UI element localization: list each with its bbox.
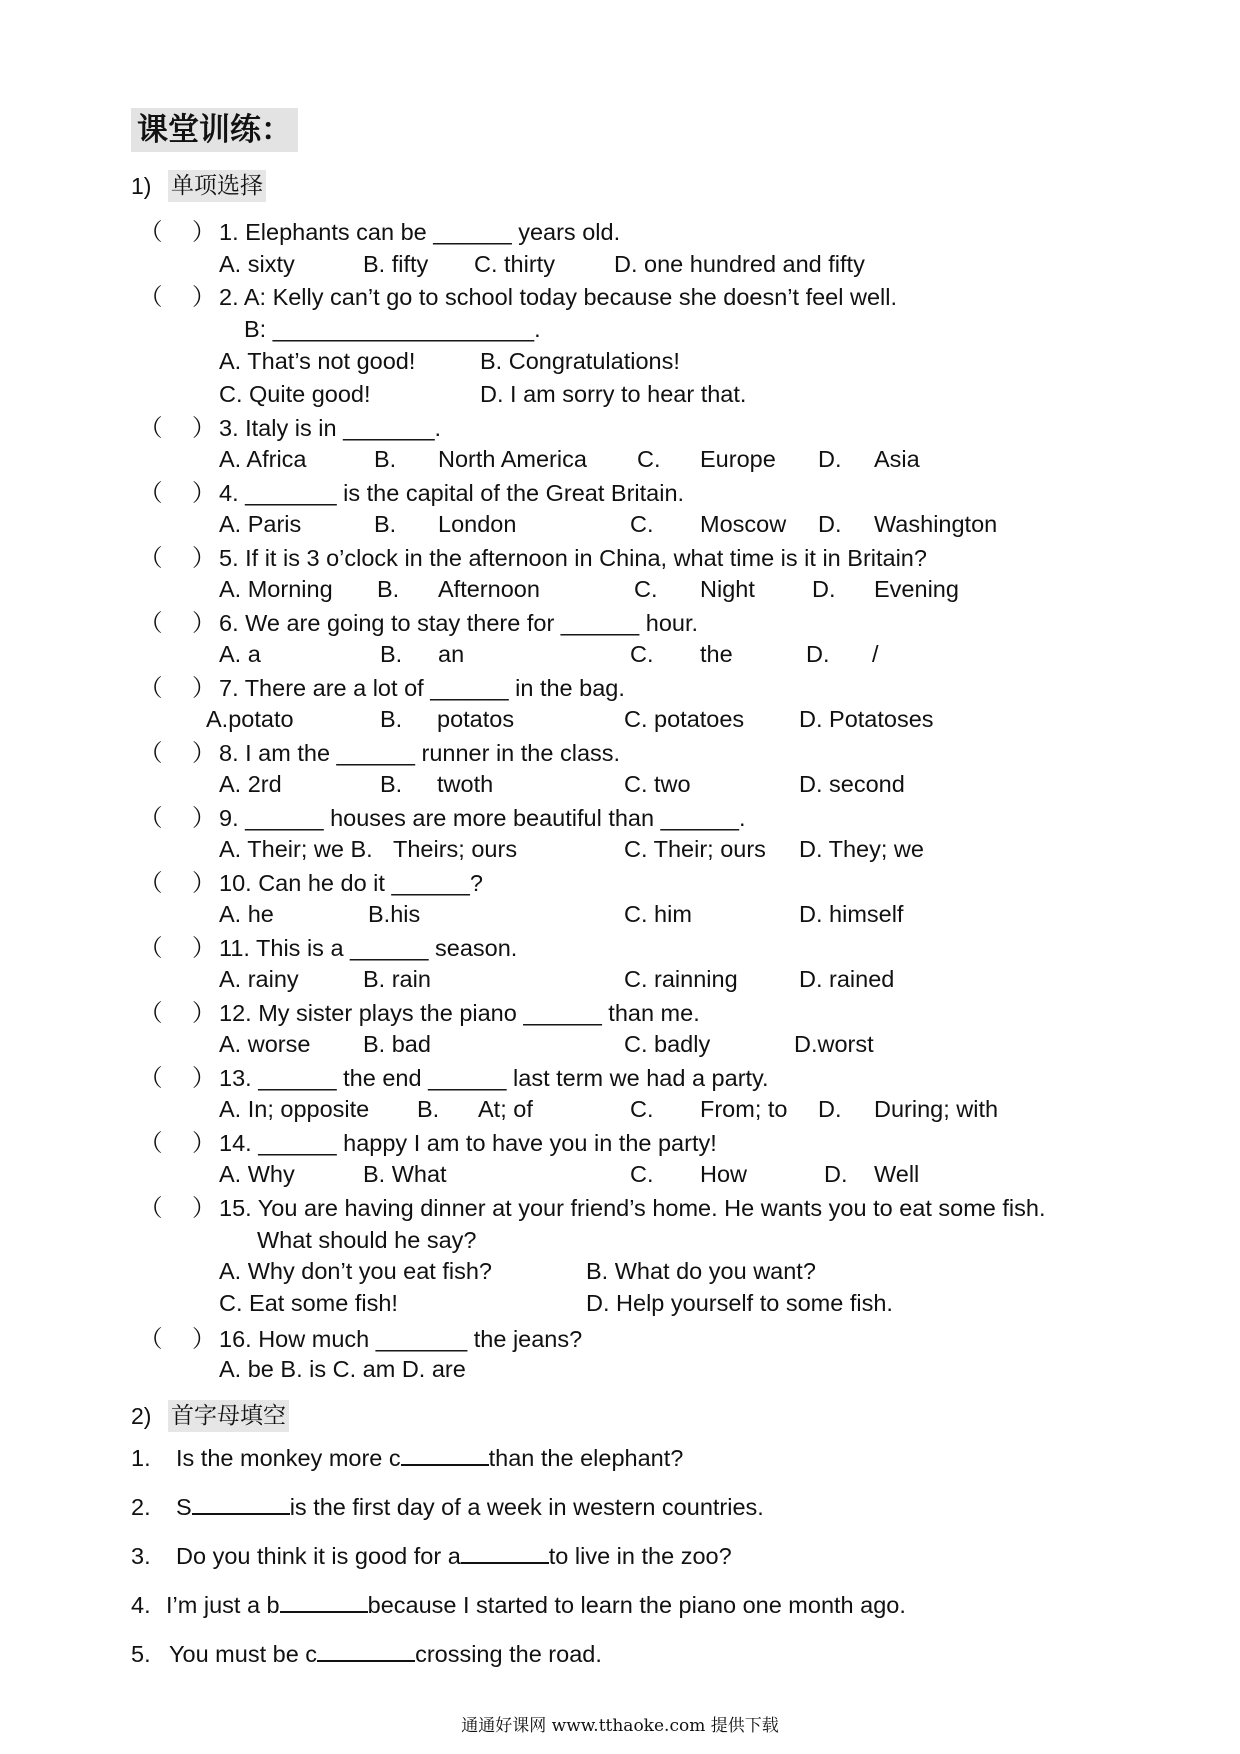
- fill-prefix: I’m just a b: [166, 1592, 280, 1618]
- option-text: C. rainning: [624, 966, 738, 992]
- question-4: [0, 478, 1240, 508]
- option-text: C. Quite good!: [219, 381, 371, 407]
- option-text: D. second: [799, 771, 905, 797]
- fill-suffix: crossing the road.: [415, 1641, 602, 1667]
- answer-paren-right: ）: [192, 480, 216, 506]
- question-5: [0, 543, 1240, 573]
- option-text: A.potato: [206, 706, 294, 732]
- option-text: A. Morning: [219, 576, 333, 602]
- answer-paren-left[interactable]: （: [139, 1195, 163, 1221]
- fill-prefix: Is the monkey more c: [176, 1445, 401, 1471]
- answer-paren-right: ）: [192, 1326, 216, 1352]
- answer-paren-right: ）: [192, 740, 216, 766]
- section-1-number: 1): [131, 173, 152, 199]
- answer-paren-left[interactable]: （: [139, 675, 163, 701]
- question-13: [0, 1063, 1240, 1093]
- option-text: D. rained: [799, 966, 895, 992]
- question-text: 5. If it is 3 o’clock in the afternoon in China, what time is it in Britain?: [219, 545, 927, 571]
- answer-paren-left[interactable]: （: [139, 284, 163, 310]
- fill-blank[interactable]: [280, 1587, 368, 1613]
- option-text: D.: [818, 511, 842, 537]
- fill-suffix: than the elephant?: [488, 1445, 684, 1471]
- section-1-label: 单项选择: [168, 170, 266, 202]
- option-text: C. two: [624, 771, 691, 797]
- question-text: 7. There are a lot of ______ in the bag.: [219, 675, 625, 701]
- question-15: [0, 1193, 1240, 1223]
- option-text: an: [438, 641, 465, 667]
- answer-paren-right: ）: [192, 870, 216, 896]
- fill-blank[interactable]: [401, 1440, 489, 1466]
- answer-paren-left[interactable]: （: [139, 1065, 163, 1091]
- fill-number: 4.: [131, 1592, 151, 1618]
- question-1: [0, 217, 1240, 247]
- answer-paren-left[interactable]: （: [139, 805, 163, 831]
- option-text: B.: [380, 641, 403, 667]
- fill-prefix: Do you think it is good for a: [176, 1543, 461, 1569]
- question-16: [0, 1324, 1240, 1354]
- question-3: [0, 413, 1240, 443]
- option-text: /: [872, 641, 879, 667]
- answer-paren-left[interactable]: （: [139, 219, 163, 245]
- answer-paren-left[interactable]: （: [139, 545, 163, 571]
- option-text: London: [438, 511, 517, 537]
- option-text: Night: [700, 576, 755, 602]
- question-text: 1. Elephants can be ______ years old.: [219, 219, 621, 245]
- option-text: Well: [874, 1161, 920, 1187]
- option-text: B.his: [368, 901, 421, 927]
- option-text: B.: [380, 771, 403, 797]
- option-text: C. thirty: [474, 251, 555, 277]
- fill-blank[interactable]: [192, 1489, 290, 1515]
- fill-item-4: [131, 1587, 906, 1620]
- answer-paren-right: ）: [192, 935, 216, 961]
- fill-number: 3.: [131, 1543, 151, 1569]
- question-text: 4. _______ is the capital of the Great Britain.: [219, 480, 685, 506]
- answer-paren-right: ）: [192, 1000, 216, 1026]
- question-11: [0, 933, 1240, 963]
- option-text: D.: [824, 1161, 848, 1187]
- answer-paren-right: ）: [192, 284, 216, 310]
- option-text: potatos: [437, 706, 515, 732]
- option-text: Theirs; ours: [393, 836, 518, 862]
- question-text: 9. ______ houses are more beautiful than ______.: [219, 805, 746, 831]
- question-9: [0, 803, 1240, 833]
- question-8: [0, 738, 1240, 768]
- section-2-number: 2): [131, 1403, 152, 1429]
- option-text: A. 2rd: [219, 771, 282, 797]
- option-text: C. him: [624, 901, 692, 927]
- fill-item-3: [131, 1538, 732, 1571]
- question-text: 15. You are having dinner at your friend’s home. He wants you to eat some fish.: [219, 1195, 1046, 1221]
- fill-blank[interactable]: [317, 1636, 415, 1662]
- fill-suffix: because I started to learn the piano one month ago.: [367, 1592, 906, 1618]
- option-text: B.: [380, 706, 403, 732]
- option-text: C.: [630, 641, 654, 667]
- answer-paren-left[interactable]: （: [139, 935, 163, 961]
- answer-paren-right: ）: [192, 805, 216, 831]
- fill-number: 5.: [131, 1641, 151, 1667]
- option-text: Moscow: [700, 511, 787, 537]
- option-text: C.: [637, 446, 661, 472]
- option-text: C.: [630, 1161, 654, 1187]
- option-text: A. Why don’t you eat fish?: [219, 1258, 493, 1284]
- option-text: B.: [417, 1096, 440, 1122]
- question-text: 10. Can he do it ______?: [219, 870, 483, 896]
- option-text: A. Their; we B.: [219, 836, 373, 862]
- fill-item-2: [131, 1489, 764, 1522]
- question-text: 11. This is a ______ season.: [219, 935, 518, 961]
- option-text: Afternoon: [438, 576, 540, 602]
- option-text: B.: [374, 446, 397, 472]
- option-text: From; to: [700, 1096, 788, 1122]
- answer-paren-right: ）: [192, 610, 216, 636]
- question-text: 6. We are going to stay there for ______ hour.: [219, 610, 699, 636]
- answer-paren-right: ）: [192, 1065, 216, 1091]
- question-subline: What should he say?: [257, 1227, 477, 1253]
- footer-credit: 通通好课网 www.tthaoke.com 提供下载: [461, 1716, 779, 1736]
- question-subline: B: ____________________.: [244, 316, 541, 342]
- answer-paren-left[interactable]: （: [139, 1000, 163, 1026]
- option-text: D.worst: [794, 1031, 874, 1057]
- option-text: C.: [630, 1096, 654, 1122]
- fill-blank[interactable]: [461, 1538, 549, 1564]
- question-6: [0, 608, 1240, 638]
- option-text: twoth: [437, 771, 494, 797]
- option-text: D. himself: [799, 901, 904, 927]
- option-text: A. That’s not good!: [219, 348, 416, 374]
- answer-paren-left[interactable]: （: [139, 415, 163, 441]
- option-text: C. badly: [624, 1031, 711, 1057]
- question-10: [0, 868, 1240, 898]
- question-text: 8. I am the ______ runner in the class.: [219, 740, 621, 766]
- answer-paren-right: ）: [192, 415, 216, 441]
- fill-prefix: S: [176, 1494, 192, 1520]
- option-text: B.: [377, 576, 400, 602]
- option-text: Evening: [874, 576, 959, 602]
- option-text: A. Paris: [219, 511, 302, 537]
- answer-paren-left[interactable]: （: [139, 870, 163, 896]
- option-text: D. Potatoses: [799, 706, 934, 732]
- option-text: C. Their; ours: [624, 836, 766, 862]
- question-2: [0, 282, 1240, 312]
- question-text: 16. How much _______ the jeans?: [219, 1326, 583, 1352]
- option-text: A. rainy: [219, 966, 299, 992]
- option-text: A. sixty: [219, 251, 295, 277]
- option-text: A. he: [219, 901, 274, 927]
- option-text: A. Africa: [219, 446, 307, 472]
- question-text: 14. ______ happy I am to have you in the party!: [219, 1130, 717, 1156]
- question-12: [0, 998, 1240, 1028]
- answer-paren-right: ）: [192, 1130, 216, 1156]
- option-text: Europe: [700, 446, 776, 472]
- question-7: [0, 673, 1240, 703]
- section-2-label: 首字母填空: [168, 1400, 289, 1432]
- option-text: C. Eat some fish!: [219, 1290, 398, 1316]
- option-text: B.: [374, 511, 397, 537]
- option-text: How: [700, 1161, 748, 1187]
- option-text: D.: [818, 446, 842, 472]
- answer-paren-right: ）: [192, 219, 216, 245]
- fill-suffix: is the first day of a week in western countries.: [289, 1494, 764, 1520]
- option-text: C.: [630, 511, 654, 537]
- option-text: B. Congratulations!: [480, 348, 680, 374]
- option-text: At; of: [478, 1096, 533, 1122]
- option-text: D. one hundred and fifty: [614, 251, 865, 277]
- answer-paren-left[interactable]: （: [139, 480, 163, 506]
- option-text: D. Help yourself to some fish.: [586, 1290, 893, 1316]
- question-14: [0, 1128, 1240, 1158]
- answer-paren-left[interactable]: （: [139, 1130, 163, 1156]
- option-text: B. What: [363, 1161, 447, 1187]
- option-text: B. bad: [363, 1031, 431, 1057]
- fill-item-1: [131, 1440, 683, 1473]
- option-text: D.: [818, 1096, 842, 1122]
- option-text: Asia: [874, 446, 920, 472]
- fill-prefix: You must be c: [169, 1641, 318, 1667]
- question-text: 2. A: Kelly can’t go to school today because she doesn’t feel well.: [219, 284, 898, 310]
- answer-paren-left[interactable]: （: [139, 1326, 163, 1352]
- option-text: A. worse: [219, 1031, 311, 1057]
- option-text: A. be B. is C. am D. are: [219, 1356, 466, 1382]
- option-text: the: [700, 641, 733, 667]
- option-text: D.: [806, 641, 830, 667]
- option-text: Washington: [874, 511, 998, 537]
- question-text: 3. Italy is in _______.: [219, 415, 442, 441]
- option-text: D. They; we: [799, 836, 924, 862]
- option-text: North America: [438, 446, 587, 472]
- option-text: C. potatoes: [624, 706, 745, 732]
- option-text: B. What do you want?: [586, 1258, 816, 1284]
- option-text: D.: [812, 576, 836, 602]
- answer-paren-left[interactable]: （: [139, 610, 163, 636]
- answer-paren-right: ）: [192, 675, 216, 701]
- option-text: A. a: [219, 641, 261, 667]
- answer-paren-right: ）: [192, 545, 216, 571]
- option-text: B. rain: [363, 966, 431, 992]
- fill-item-5: [131, 1636, 602, 1669]
- option-text: D. I am sorry to hear that.: [480, 381, 747, 407]
- page-title: 课堂训练：: [131, 108, 298, 152]
- option-text: A. In; opposite: [219, 1096, 370, 1122]
- option-text: B. fifty: [363, 251, 429, 277]
- fill-suffix: to live in the zoo?: [548, 1543, 732, 1569]
- option-text: C.: [634, 576, 658, 602]
- answer-paren-left[interactable]: （: [139, 740, 163, 766]
- fill-number: 2.: [131, 1494, 151, 1520]
- answer-paren-right: ）: [192, 1195, 216, 1221]
- fill-number: 1.: [131, 1445, 151, 1471]
- question-text: 12. My sister plays the piano ______ than me.: [219, 1000, 700, 1026]
- option-text: During; with: [874, 1096, 999, 1122]
- option-text: A. Why: [219, 1161, 295, 1187]
- question-text: 13. ______ the end ______ last term we had a party.: [219, 1065, 769, 1091]
